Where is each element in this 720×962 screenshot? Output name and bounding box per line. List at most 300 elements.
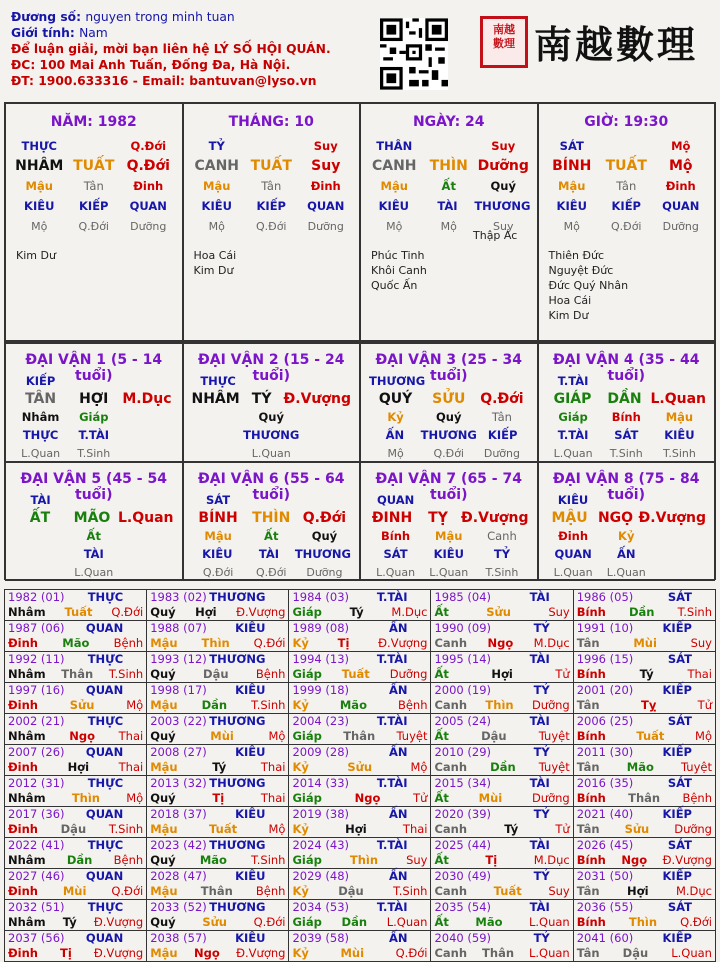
- year-line-2: [577, 822, 712, 837]
- year-star: QUAN: [85, 807, 124, 821]
- year-cell: [431, 621, 573, 652]
- cell-row: [6, 136, 182, 156]
- year-phase: Bệnh: [255, 884, 286, 898]
- year-branch: Hợi: [491, 667, 513, 681]
- year-branch: Tuất: [493, 884, 522, 898]
- year-label: 1995 (14): [434, 652, 492, 666]
- cell-row: [6, 527, 182, 545]
- year-branch: Thìn: [201, 636, 230, 650]
- cell-item: KIẾP: [487, 428, 518, 442]
- year-phase: Bệnh: [397, 698, 428, 712]
- year-branch: Dậu: [203, 667, 229, 681]
- year-stem: Bính: [576, 853, 606, 867]
- year-cell: [147, 590, 289, 621]
- year-line-2: [8, 760, 143, 775]
- cell-item: Ất: [86, 529, 101, 543]
- year-line-1: [577, 590, 712, 605]
- pillar-notes: [184, 248, 360, 278]
- year-phase: L.Quan: [671, 946, 712, 960]
- year-label: 2003 (22): [150, 714, 207, 728]
- year-label: 1999 (18): [292, 683, 349, 697]
- year-label: 1993 (12): [150, 652, 207, 666]
- year-star: T.TÀI: [376, 652, 408, 666]
- year-line-1: [434, 900, 569, 915]
- year-line-2: [434, 636, 569, 651]
- year-line-1: [292, 931, 427, 946]
- cell-item: Mậu: [435, 529, 463, 543]
- cell-item: T.TÀI: [557, 428, 589, 442]
- cell-item: THƯƠNG: [294, 547, 351, 561]
- year-line-2: [577, 636, 712, 651]
- year-star: KIÊU: [235, 807, 266, 821]
- pillar-cell: [538, 103, 716, 341]
- year-line-2: [434, 605, 569, 620]
- year-line-2: [434, 760, 569, 775]
- cell-item: Mộ: [31, 219, 48, 233]
- year-label: 2041 (60): [576, 931, 634, 945]
- year-line-2: [434, 853, 569, 868]
- year-branch: Dần: [66, 853, 93, 867]
- year-star: TÀI: [529, 652, 550, 666]
- year-cell: [289, 776, 431, 807]
- year-line-1: [434, 838, 569, 853]
- year-phase: Thai: [687, 667, 712, 681]
- year-branch: Thân: [61, 667, 94, 681]
- year-cell: [5, 714, 147, 745]
- year-label: 2023 (42): [150, 838, 207, 852]
- cell-row: [184, 176, 360, 196]
- year-branch: Sửu: [202, 915, 227, 929]
- year-stem: Nhâm: [8, 915, 46, 929]
- year-line-2: [150, 884, 285, 899]
- year-star: ẤN: [388, 683, 408, 697]
- year-star: KIÊU: [235, 621, 266, 635]
- year-label: 2014 (33): [292, 776, 349, 790]
- year-branch: Sửu: [69, 698, 95, 712]
- cell-row: [6, 444, 182, 462]
- year-line-1: [577, 714, 712, 729]
- year-row: [5, 745, 716, 776]
- year-phase: L.Quan: [386, 915, 428, 929]
- year-cell: [289, 745, 431, 776]
- cell-item: MÃO: [73, 510, 111, 526]
- cell-item: SÁT: [206, 493, 231, 507]
- cell-item: THƯƠNG: [474, 199, 531, 213]
- cell-item: Mậu: [25, 179, 53, 193]
- year-stem: Canh: [434, 760, 468, 774]
- year-line-1: [8, 683, 143, 698]
- year-label: 2028 (47): [150, 869, 207, 883]
- pillar-cell: [360, 103, 538, 341]
- year-branch: Thân: [628, 791, 661, 805]
- cell-item: Dưỡng: [483, 446, 520, 460]
- cell-row: [361, 390, 537, 408]
- year-line-2: [577, 667, 712, 682]
- year-stem: Canh: [434, 822, 468, 836]
- cell-item: Bính: [611, 410, 641, 424]
- year-branch: Mão: [626, 760, 654, 774]
- cell-item: Ất: [264, 529, 279, 543]
- cell-item: Mộ: [671, 139, 691, 153]
- year-branch: Thìn: [349, 853, 379, 867]
- year-line-1: [8, 745, 143, 760]
- year-star: KIẾP: [662, 869, 692, 883]
- cell-item: L.Quan: [429, 565, 469, 579]
- cell-row: [6, 390, 182, 408]
- cell-item: T.Sinh: [485, 565, 519, 579]
- year-line-1: [150, 590, 285, 605]
- cell-item: KIÊU: [664, 428, 695, 442]
- year-branch: Mão: [475, 915, 503, 929]
- cell-row: [6, 509, 182, 527]
- cell-item: T.Sinh: [662, 446, 696, 460]
- year-cell: [147, 931, 289, 962]
- cell-item: Mộ: [386, 219, 403, 233]
- year-cell: [5, 652, 147, 683]
- year-line-2: [8, 884, 143, 899]
- year-line-2: [577, 946, 712, 961]
- year-line-2: [577, 915, 712, 930]
- cell-item: Mộ: [668, 158, 693, 174]
- pillar-notes-2: [473, 229, 517, 242]
- client-gender: Nam: [79, 26, 108, 40]
- year-stem: Nhâm: [8, 853, 46, 867]
- year-line-2: [434, 915, 569, 930]
- cell-item: L.Quan: [117, 510, 174, 526]
- year-branch: Sửu: [347, 760, 373, 774]
- cell-item: THƯƠNG: [420, 428, 477, 442]
- cell-row: [184, 426, 360, 444]
- cell-item: TUẤT: [73, 158, 115, 174]
- cell-row: [361, 444, 537, 462]
- year-stem: Ất: [434, 853, 449, 867]
- year-line-2: [150, 605, 285, 620]
- year-star: ẤN: [388, 931, 408, 945]
- cell-item: THÌN: [429, 158, 468, 174]
- cell-item: KIÊU: [24, 199, 55, 213]
- year-line-2: [434, 884, 569, 899]
- year-cell: [147, 714, 289, 745]
- year-branch: Mùi: [478, 791, 503, 805]
- year-cell: [573, 714, 715, 745]
- year-line-2: [292, 791, 427, 806]
- year-line-2: [8, 946, 143, 961]
- year-line-1: [577, 900, 712, 915]
- year-branch: Tý: [639, 667, 654, 681]
- year-stem: Mậu: [150, 636, 178, 650]
- year-star: QUAN: [85, 869, 124, 883]
- year-line-2: [150, 822, 285, 837]
- year-label: 2035 (54): [434, 900, 492, 914]
- cell-item: Mộ: [440, 219, 457, 233]
- year-branch: Dậu: [60, 822, 87, 836]
- note-item: Hoa Cái: [548, 294, 592, 307]
- year-label: 2004 (23): [292, 714, 349, 728]
- cell-item: Mậu: [380, 179, 408, 193]
- year-branch: Tị: [485, 853, 498, 867]
- year-branch: Ngọ: [621, 853, 648, 867]
- year-star: THƯƠNG: [209, 838, 266, 852]
- cell-item: Q.Đới: [130, 139, 167, 153]
- cell-item: Ất: [441, 179, 456, 193]
- cell-item: Q.Đới: [256, 219, 287, 233]
- cell-item: Giáp: [558, 410, 588, 424]
- year-phase: Thai: [118, 729, 144, 743]
- note-item: Thập Ác: [473, 229, 518, 242]
- note-item: Thiên Đức: [548, 249, 605, 262]
- cell-row: [361, 426, 537, 444]
- note-item: Phúc Tinh: [371, 249, 425, 262]
- pillar-notes: [6, 248, 182, 263]
- year-cell: [573, 807, 715, 838]
- cell-item: Mậu: [204, 529, 232, 543]
- cell-item: Dưỡng: [306, 565, 343, 579]
- cell-item: TỶ: [208, 139, 225, 153]
- year-stem: Đinh: [8, 822, 38, 836]
- cell-item: L.Quan: [650, 391, 706, 407]
- year-stem: Kỷ: [292, 698, 309, 712]
- cell-item: CANH: [194, 158, 240, 174]
- year-stem: Giáp: [292, 915, 322, 929]
- cell-item: Suy: [313, 139, 338, 153]
- year-star: THỰC: [87, 590, 124, 604]
- year-line-1: [8, 714, 143, 729]
- cell-item: QUAN: [554, 547, 592, 561]
- cell-item: TÝ: [251, 391, 272, 407]
- year-label: 1992 (11): [8, 652, 65, 666]
- qr-code-icon: [380, 18, 448, 90]
- year-branch: Ngọ: [487, 636, 514, 650]
- year-phase: Mộ: [695, 729, 712, 743]
- year-branch: Dậu: [481, 729, 507, 743]
- year-stem: Giáp: [292, 791, 322, 805]
- year-stem: Tân: [576, 698, 600, 712]
- year-label: 2031 (50): [576, 869, 634, 883]
- year-stem: Ất: [434, 791, 449, 805]
- cell-item: NHÂM: [191, 391, 240, 407]
- cell-item: Tân: [261, 179, 282, 193]
- year-line-1: [292, 714, 427, 729]
- cell-item: Tân: [83, 179, 104, 193]
- cell-row: [539, 426, 715, 444]
- year-label: 2030 (49): [434, 869, 492, 883]
- year-star: TÀI: [529, 714, 550, 728]
- year-phase: Tử: [697, 698, 712, 712]
- year-line-1: [434, 714, 569, 729]
- cell-item: SỬU: [432, 391, 466, 407]
- year-star: TÀI: [529, 838, 550, 852]
- cell-row: [6, 563, 182, 581]
- year-line-1: [577, 683, 712, 698]
- cell-item: Mộ: [208, 219, 225, 233]
- pillar-cell: [183, 103, 361, 341]
- cell-item: Quý: [490, 179, 516, 193]
- year-star: TÀI: [529, 590, 550, 604]
- note-item: Kim Dư: [193, 264, 234, 277]
- brand-title: 南越數理: [534, 22, 699, 67]
- cell-item: KIÊU: [201, 199, 232, 213]
- cell-item: Q.Đới: [302, 510, 347, 526]
- year-cell: [5, 683, 147, 714]
- cell-item: Canh: [487, 529, 517, 543]
- year-line-2: [434, 791, 569, 806]
- cell-row: [184, 408, 360, 426]
- year-row: [5, 683, 716, 714]
- cell-item: Kỷ: [387, 410, 404, 424]
- note-item: Khôi Canh: [371, 264, 427, 277]
- year-phase: Đ.Vượng: [236, 605, 286, 619]
- year-cell: [147, 869, 289, 900]
- year-phase: Q.Đới: [111, 605, 144, 619]
- year-label: 2002 (21): [8, 714, 65, 728]
- year-line-1: [434, 931, 569, 946]
- year-cell: [573, 838, 715, 869]
- year-line-2: [434, 667, 569, 682]
- year-line-1: [8, 838, 143, 853]
- year-line-1: [8, 869, 143, 884]
- cell-item: Suy: [311, 158, 341, 174]
- note-item: Đức Quý Nhân: [548, 279, 629, 292]
- year-phase: T.Sinh: [251, 853, 286, 867]
- dai-van-title: ĐẠI VẬN 3 (25 - 34 tuổi): [375, 352, 522, 384]
- year-branch: Mùi: [62, 884, 87, 898]
- year-line-1: [577, 869, 712, 884]
- year-phase: Dưỡng: [389, 667, 428, 681]
- cell-item: BÍNH: [198, 510, 238, 526]
- year-cell: [147, 838, 289, 869]
- year-label: 2017 (36): [8, 807, 65, 821]
- cell-item: Q.Đới: [611, 219, 642, 233]
- year-branch: Tý: [212, 760, 227, 774]
- year-cell: [431, 590, 573, 621]
- year-cell: [573, 683, 715, 714]
- cell-row: [184, 136, 360, 156]
- year-star: TỶ: [533, 621, 550, 635]
- dai-van-cell: [538, 462, 716, 581]
- year-branch: Thân: [343, 729, 376, 743]
- year-stem: Ất: [434, 729, 449, 743]
- cell-row: [361, 527, 537, 545]
- year-phase: L.Quan: [528, 915, 570, 929]
- cell-item: KIẾP: [256, 199, 286, 213]
- year-phase: Bệnh: [255, 667, 286, 681]
- year-phase: Thai: [260, 760, 286, 774]
- cell-item: Q.Đới: [78, 219, 109, 233]
- year-line-1: [577, 652, 712, 667]
- year-line-1: [150, 776, 285, 791]
- year-star: KIÊU: [235, 683, 266, 697]
- cell-item: NGỌ: [597, 510, 634, 526]
- cell-item: QUAN: [307, 199, 345, 213]
- year-branch: Tý: [62, 915, 77, 929]
- year-branch: Tị: [337, 636, 350, 650]
- year-line-2: [8, 698, 143, 713]
- year-phase: Thai: [118, 760, 144, 774]
- year-stem: Giáp: [292, 667, 322, 681]
- year-stem: Đinh: [8, 884, 38, 898]
- year-phase: Tuyệt: [681, 760, 712, 774]
- year-stem: Bính: [576, 791, 606, 805]
- year-line-2: [292, 760, 427, 775]
- year-row: [5, 900, 716, 931]
- cell-item: THỰC: [22, 428, 59, 442]
- year-line-1: [434, 683, 569, 698]
- contact-line: Để luận giải, mời bạn liên hệ LÝ SỐ HỘI QUÁN.: [11, 42, 331, 56]
- cell-item: Đinh: [665, 179, 696, 193]
- year-branch: Thìn: [628, 915, 658, 929]
- year-label: 2007 (26): [8, 745, 65, 759]
- year-stem: Bính: [576, 915, 606, 929]
- year-phase: Thai: [402, 822, 428, 836]
- year-line-2: [434, 698, 569, 713]
- year-line-2: [292, 729, 427, 744]
- cell-row: [6, 216, 182, 236]
- year-line-2: [292, 884, 427, 899]
- cell-row: [361, 176, 537, 196]
- year-cell: [147, 683, 289, 714]
- note-item: Kim Dư: [548, 309, 589, 322]
- year-row: [5, 776, 716, 807]
- year-cell: [5, 900, 147, 931]
- year-label: 2037 (56): [8, 931, 65, 945]
- year-branch: Hợi: [627, 884, 649, 898]
- year-branch: Tỵ: [640, 698, 657, 712]
- year-star: KIÊU: [235, 869, 266, 883]
- year-star: KIẾP: [662, 683, 692, 697]
- dai-van-cell: [360, 462, 538, 581]
- year-phase: Dưỡng: [674, 822, 712, 836]
- note-item: Nguyệt Đức: [548, 264, 614, 277]
- year-stem: Canh: [434, 884, 468, 898]
- year-branch: Mùi: [340, 946, 365, 960]
- year-label: 2020 (39): [434, 807, 492, 821]
- year-label: 2006 (25): [576, 714, 634, 728]
- year-line-1: [150, 931, 285, 946]
- year-star: SÁT: [667, 714, 692, 728]
- year-label: 1984 (03): [292, 590, 349, 604]
- year-star: ẤN: [388, 869, 408, 883]
- year-line-1: [577, 776, 712, 791]
- cell-item: Mộ: [387, 446, 404, 460]
- year-row: [5, 714, 716, 745]
- year-stem: Kỷ: [292, 946, 309, 960]
- year-line-2: [292, 667, 427, 682]
- cell-row: [539, 136, 715, 156]
- year-stem: Quý: [150, 915, 176, 929]
- year-cell: [5, 838, 147, 869]
- cell-item: Q.Đới: [480, 391, 524, 407]
- year-star: T.TÀI: [376, 900, 408, 914]
- year-star: ẤN: [388, 745, 408, 759]
- pillar-notes: [361, 248, 537, 293]
- cell-row: [539, 156, 715, 176]
- year-line-2: [292, 605, 427, 620]
- year-branch: Dần: [201, 698, 228, 712]
- cell-item: L.Quan: [21, 446, 61, 460]
- cell-item: ẤN: [385, 428, 405, 442]
- year-line-1: [150, 714, 285, 729]
- year-stem: Nhâm: [8, 605, 46, 619]
- year-label: 2016 (35): [576, 776, 634, 790]
- year-star: ẤN: [388, 807, 408, 821]
- pillar-cell: [5, 103, 183, 341]
- year-phase: M.Dục: [391, 605, 428, 619]
- dai-van-title: ĐẠI VẬN 6 (55 - 64 tuổi): [198, 471, 345, 503]
- year-cell: [147, 652, 289, 683]
- year-star: THỰC: [87, 652, 124, 666]
- year-line-1: [292, 869, 427, 884]
- year-line-1: [150, 807, 285, 822]
